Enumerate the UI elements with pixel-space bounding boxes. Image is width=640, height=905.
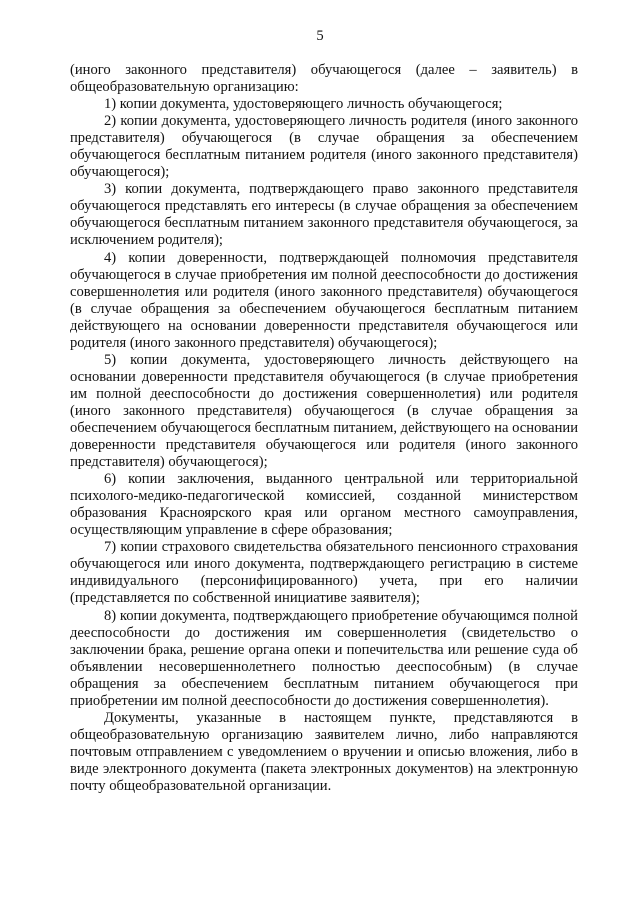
paragraph-item-6: 6) копии заключения, выданного центральной или территориальной психолого-медико-педагогической комиссией, созданной министерством образования Красноярского края или органом местного самоуправления, осуществляющим управление в сфере образования; [70, 471, 578, 539]
document-body [70, 62, 578, 795]
page-number: 5 [316, 28, 324, 44]
paragraph-item-4: 4) копии доверенности, подтверждающей полномочия представителя обучающегося в случае приобретения им полной дееспособности до достижения совершеннолетия или родителя (иного законного представителя) обучающегося (в случае обращения за обеспечением обучающегося бесплатным питанием действующего на основании доверенности представителя обучающегося или родителя (иного законного представителя) обучающегося); [70, 249, 578, 351]
paragraph-intro-continuation: (иного законного представителя) обучающегося (далее – заявитель) в общеобразовательную организацию: [70, 62, 578, 96]
paragraph-item-3: 3) копии документа, подтверждающего право законного представителя обучающегося представлять его интересы (в случае обращения за обеспечением обучающегося бесплатным питанием законного представителя обучающегося, за исключением родителя); [70, 181, 578, 249]
paragraph-item-1: 1) копии документа, удостоверяющего личность обучающегося; [104, 96, 503, 113]
paragraph-item-5: 5) копии документа, удостоверяющего личность действующего на основании доверенности представителя обучающегося (в случае приобретения им полной дееспособности до достижения совершеннолетия) или родителя (иного законного представителя) обучающегося (в случае обращения за обеспечением обучающегося бесплатным питанием, действующего на основании доверенности представителя обучающегося или родителя (иного законного представителя) обучающегося); [70, 351, 578, 471]
paragraph-item-2: 2) копии документа, удостоверяющего личность родителя (иного законного представителя) обучающегося (в случае обращения за обеспечением обучающегося бесплатным питанием родителя (иного законного представителя) обучающегося); [70, 113, 578, 181]
paragraph-submission-methods: Документы, указанные в настоящем пункте, представляются в общеобразовательную организацию заявителем лично, либо направляются почтовым отправлением с уведомлением о вручении и описью вложения, либо в виде электронного документа (пакета электронных документов) на электронную почту общеобразовательной организации. [70, 709, 578, 794]
paragraph-item-7: 7) копии страхового свидетельства обязательного пенсионного страхования обучающегося или иного документа, подтверждающего регистрацию в системе индивидуального (персонифицированного) учета, при его наличии (представляется по собственной инициативе заявителя); [70, 539, 578, 607]
paragraph-item-8: 8) копии документа, подтверждающего приобретение обучающимся полной дееспособности до достижения им совершеннолетия (свидетельство о заключении брака, решение органа опеки и попечительства или решение суда об объявлении несовершеннолетнего полностью дееспособным) (в случае обращения за обеспечением бесплатным питанием обучающегося при приобретении им полной дееспособности до достижения совершеннолетия). [70, 607, 578, 709]
